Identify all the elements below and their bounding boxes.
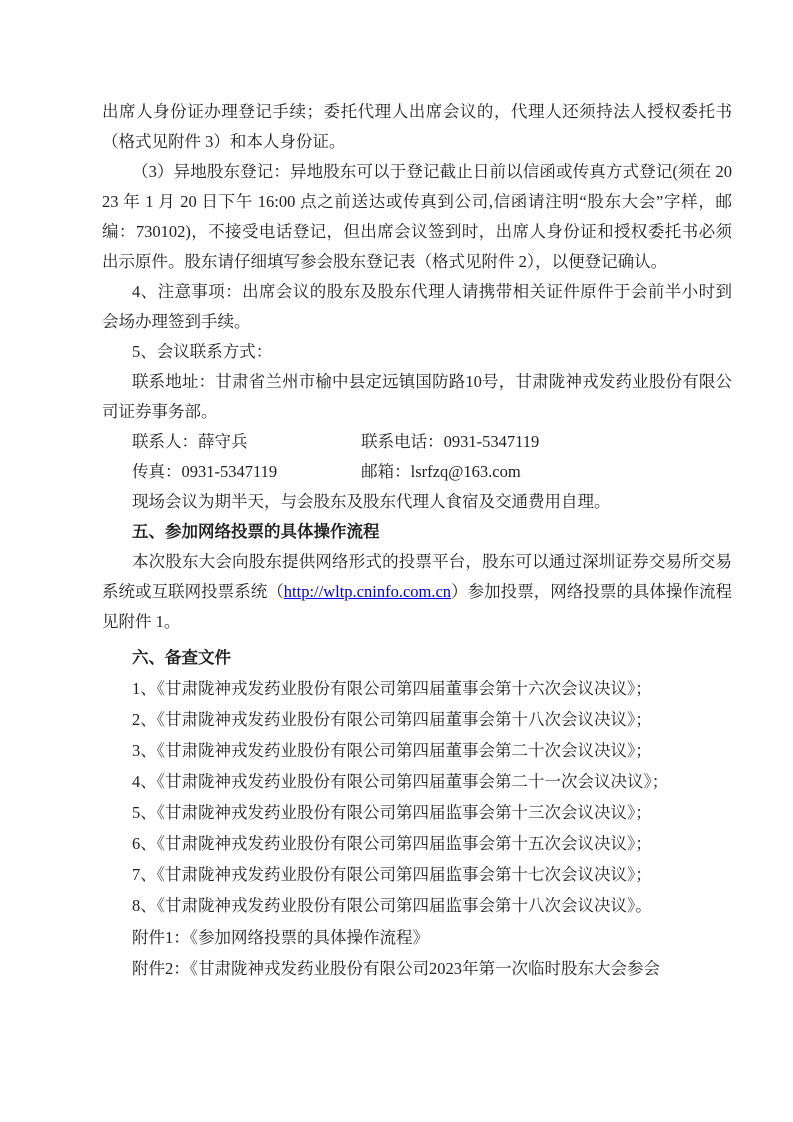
doc-list-item: 6、《甘肃陇神戎发药业股份有限公司第四届监事会第十五次会议决议》； (132, 834, 652, 853)
contact-row-fax-email (102, 457, 732, 487)
section-heading-online-voting: 五、参加网络投票的具体操作流程 (132, 523, 380, 541)
paragraph-registration-continuation: 出席人身份证办理登记手续；委托代理人出席会议的，代理人还须持法人授权委托书（格式见附件 3）和本人身份证。 (102, 102, 732, 151)
doc-list-item: 8、《甘肃陇神戎发药业股份有限公司第四届监事会第十八次会议决议》。 (132, 896, 652, 915)
contact-row-person-phone (102, 427, 732, 457)
online-voting-text-after: ）参加投票，网络投票的具体操作流程见附件 1。 (102, 582, 733, 631)
paragraph-onsite-note: 现场会议为期半天，与会股东及股东代理人食宿及交通费用自理。 (132, 492, 611, 511)
doc-list-item: 5、《甘肃陇神戎发药业股份有限公司第四届监事会第十三次会议决议》； (132, 803, 652, 822)
doc-list-item: 1、《甘肃陇神戎发药业股份有限公司第四届董事会第十六次会议决议》； (132, 679, 652, 698)
paragraph-notice-items: 4、注意事项：出席会议的股东及股东代理人请携带相关证件原件于会前半小时到会场办理签到手续。 (102, 282, 732, 331)
contact-email: 邮箱：lsrfzq@163.com (361, 462, 521, 481)
reference-document-list (102, 673, 732, 921)
doc-list-item: 2、《甘肃陇神戎发药业股份有限公司第四届董事会第十八次会议决议》； (132, 710, 652, 729)
attachment-line-2: 附件2：《甘肃陇神戎发药业股份有限公司2023年第一次临时股东大会参会 (132, 959, 660, 978)
doc-list-item: 3、《甘肃陇神戎发药业股份有限公司第四届董事会第二十次会议决议》； (132, 741, 652, 760)
contact-fax: 传真：0931-5347119 (132, 462, 278, 481)
paragraph-remote-registration: （3）异地股东登记：异地股东可以于登记截止日前以信函或传真方式登记(须在 2023 年 1 月 20 日下午 16:00 点之前送达或传真到公司,信函请注明“股东大会”字样，邮编：730102)，不接受电话登记，但出席会议签到时，出席人身份证和授权委托书必须出示原件。股东请仔细填写参会股东登记表（格式见附件 2），以便登记确认。 (102, 162, 732, 271)
online-voting-text-before: 本次股东大会向股东提供网络形式的投票平台，股东可以通过深圳证券交易所交易系统或互联网投票系统（ (102, 552, 732, 601)
doc-list-item: 7、《甘肃陇神戎发药业股份有限公司第四届监事会第十七次会议决议》； (132, 865, 652, 884)
vote-url-link[interactable]: http://wltp.cninfo.com.cn (283, 582, 452, 601)
doc-list-item: 4、《甘肃陇神戎发药业股份有限公司第四届董事会第二十一次会议决议》； (132, 772, 669, 791)
paragraph-contact-method: 5、会议联系方式： (132, 342, 273, 361)
contact-person: 联系人：薛守兵 (132, 432, 248, 451)
paragraph-online-voting (102, 547, 732, 637)
section-heading-reference-documents: 六、备查文件 (132, 649, 231, 667)
paragraph-contact-address: 联系地址：甘肃省兰州市榆中县定远镇国防路10号，甘肃陇神戎发药业股份有限公司证券事务部。 (102, 372, 732, 421)
attachment-line-1: 附件1：《参加网络投票的具体操作流程》 (132, 928, 429, 947)
contact-phone: 联系电话：0931-5347119 (361, 432, 540, 451)
